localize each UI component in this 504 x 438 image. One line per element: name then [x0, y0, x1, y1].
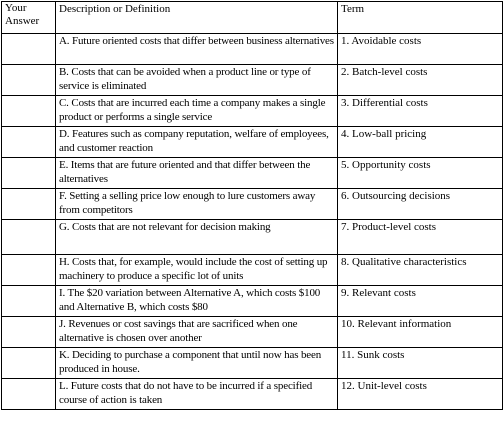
description-cell: L. Future costs that do not have to be incurred if a specified course of action is taken [56, 379, 338, 410]
matching-table [1, 1, 503, 410]
table-row [2, 286, 503, 317]
term-cell [338, 317, 503, 348]
description-cell: F. Setting a selling price low enough to lure customers away from competitors [56, 189, 338, 220]
term-cell [338, 65, 503, 96]
header-row [2, 2, 503, 34]
description-cell: C. Costs that are incurred each time a company makes a single product or performs a single service [56, 96, 338, 127]
table-row [2, 96, 503, 127]
term-number: 8. [341, 256, 350, 268]
answer-cell[interactable] [2, 96, 56, 127]
term-number: 6. [341, 190, 350, 202]
answer-cell[interactable] [2, 317, 56, 348]
term-label: Avoidable costs [351, 35, 422, 47]
term-number: 12. [341, 380, 355, 392]
term-label: Opportunity costs [352, 159, 431, 171]
term-cell [338, 96, 503, 127]
description-cell: A. Future oriented costs that differ between business alternatives [56, 34, 338, 65]
description-cell: D. Features such as company reputation, welfare of employees, and customer reaction [56, 127, 338, 158]
answer-cell[interactable] [2, 379, 56, 410]
term-number: 5. [341, 159, 350, 171]
term-number: 2. [341, 66, 350, 78]
term-cell [338, 255, 503, 286]
term-cell [338, 348, 503, 379]
term-cell [338, 34, 503, 65]
term-cell [338, 220, 503, 255]
answer-cell[interactable] [2, 127, 56, 158]
table-row [2, 220, 503, 255]
answer-cell[interactable] [2, 348, 56, 379]
description-cell: K. Deciding to purchase a component that until now has been produced in house. [56, 348, 338, 379]
description-cell: E. Items that are future oriented and that differ between the alternatives [56, 158, 338, 189]
term-label: Outsourcing decisions [352, 190, 451, 202]
term-label: Unit-level costs [357, 380, 427, 392]
table-row [2, 255, 503, 286]
answer-cell[interactable] [2, 220, 56, 255]
column-header-term: Term [338, 2, 503, 34]
column-header-answer: Your Answer [2, 2, 56, 34]
description-cell: I. The $20 variation between Alternative A, which costs $100 and Alternative B, which costs $80 [56, 286, 338, 317]
term-label: Relevant costs [352, 287, 416, 299]
term-number: 9. [341, 287, 350, 299]
term-label: Low-ball pricing [352, 128, 427, 140]
table-row [2, 317, 503, 348]
term-label: Relevant information [357, 318, 452, 330]
answer-cell[interactable] [2, 255, 56, 286]
table-row [2, 379, 503, 410]
table-row [2, 189, 503, 220]
term-number: 1. [341, 35, 350, 47]
table-row [2, 65, 503, 96]
term-label: Sunk costs [357, 349, 405, 361]
column-header-description: Description or Definition [56, 2, 338, 34]
term-number: 3. [341, 97, 350, 109]
description-cell: G. Costs that are not relevant for decision making [56, 220, 338, 255]
term-label: Differential costs [352, 97, 428, 109]
description-cell: B. Costs that can be avoided when a product line or type of service is eliminated [56, 65, 338, 96]
table-row [2, 158, 503, 189]
term-cell [338, 286, 503, 317]
table-row [2, 348, 503, 379]
term-number: 11. [341, 349, 355, 361]
table-row [2, 127, 503, 158]
answer-cell[interactable] [2, 65, 56, 96]
term-cell [338, 127, 503, 158]
term-cell [338, 379, 503, 410]
answer-cell[interactable] [2, 189, 56, 220]
answer-cell[interactable] [2, 34, 56, 65]
term-number: 4. [341, 128, 350, 140]
term-label: Product-level costs [352, 221, 437, 233]
term-label: Batch-level costs [352, 66, 428, 78]
term-number: 7. [341, 221, 350, 233]
table-row [2, 34, 503, 65]
term-cell [338, 158, 503, 189]
answer-cell[interactable] [2, 286, 56, 317]
term-cell [338, 189, 503, 220]
answer-cell[interactable] [2, 158, 56, 189]
description-cell: J. Revenues or cost savings that are sacrificed when one alternative is chosen over another [56, 317, 338, 348]
term-number: 10. [341, 318, 355, 330]
term-label: Qualitative characteristics [352, 256, 467, 268]
description-cell: H. Costs that, for example, would include the cost of setting up machinery to produce a specific lot of units [56, 255, 338, 286]
